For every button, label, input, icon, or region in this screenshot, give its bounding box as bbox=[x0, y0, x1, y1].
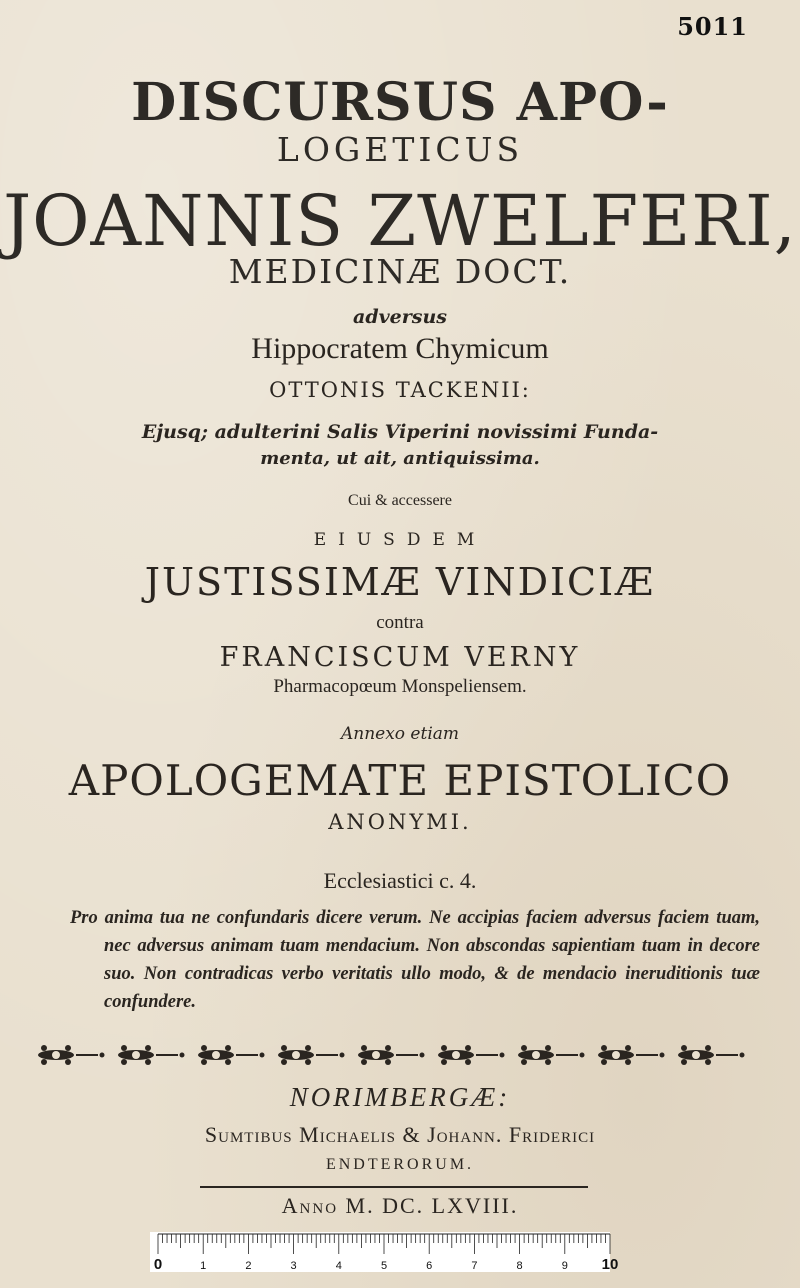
ruler-label: 4 bbox=[335, 1260, 342, 1272]
imprint-endterorum: ENDTERORUM. bbox=[325, 1156, 475, 1173]
ruler-label: 1 bbox=[200, 1260, 207, 1272]
title-line-1: DISCURSUS APO- bbox=[131, 72, 669, 133]
anonymi-text: ANONYMI. bbox=[328, 810, 472, 834]
cui-text: Cui & accessere bbox=[348, 492, 452, 509]
ruler-label: 5 bbox=[380, 1260, 388, 1272]
ejusq-line-1: Ejusq; adulterini Salis Viperini novissimi Funda- bbox=[141, 421, 659, 443]
scripture-quote: Pro anima tua ne confundaris dicere verum. Ne accipias faciem adversus faciem tuam, nec adversus animam tuam mendacium. Non abscondas sapientiam tuam in decore suo. Non contradicas verbo veritatis ullo modo, & de mendacio ineruditionis tuæ confundere. bbox=[70, 908, 760, 1012]
author-degree: MEDICINÆ DOCT. bbox=[228, 252, 572, 291]
ejusq-line-2: menta, ut ait, antiquissima. bbox=[260, 448, 540, 469]
ruler-label: 6 bbox=[426, 1260, 433, 1272]
ruler-label: 3 bbox=[290, 1260, 297, 1272]
eiusdem-text: EIUSDEM bbox=[313, 530, 487, 550]
annexo-text: Annexo etiam bbox=[340, 724, 460, 744]
hippocratem-text: Hippocratem Chymicum bbox=[251, 332, 549, 365]
title-line-2: LOGETICUS bbox=[276, 130, 524, 169]
ruler-label: 7 bbox=[471, 1260, 478, 1272]
contra-text: contra bbox=[376, 612, 424, 633]
franciscum-text: FRANCISCUM VERNY bbox=[219, 642, 581, 673]
imprint-rule bbox=[200, 1186, 588, 1188]
imprint-place: NORIMBERGÆ: bbox=[289, 1082, 511, 1112]
adversus-text: adversus bbox=[353, 306, 447, 328]
shelfmark: 5011 bbox=[677, 12, 748, 41]
pharmacopoeum-text: Pharmacopœum Monspeliensem. bbox=[273, 676, 527, 697]
ruler-label: 0 bbox=[153, 1256, 163, 1273]
imprint-publisher: Sumtibus Michaelis & Johann. Friderici bbox=[204, 1122, 596, 1147]
scale-ruler bbox=[150, 1232, 619, 1273]
ruler-label: 10 bbox=[601, 1256, 619, 1273]
justissimae-text: JUSTISSIMÆ VINDICIÆ bbox=[144, 560, 656, 604]
ottonis-text: OTTONIS TACKENII: bbox=[269, 378, 531, 402]
ruler-label: 9 bbox=[561, 1260, 568, 1272]
ruler-label: 8 bbox=[516, 1260, 523, 1272]
ruler-label: 2 bbox=[245, 1260, 252, 1272]
ecclesiastici-text: Ecclesiastici c. 4. bbox=[323, 868, 477, 893]
author-name: JOANNIS ZWELFERI, bbox=[3, 180, 797, 262]
ornament-band bbox=[36, 1042, 760, 1068]
imprint-year: Anno M. DC. LXVIII. bbox=[281, 1193, 519, 1218]
apologemate-text: APOLOGEMATE EPISTOLICO bbox=[68, 756, 732, 805]
